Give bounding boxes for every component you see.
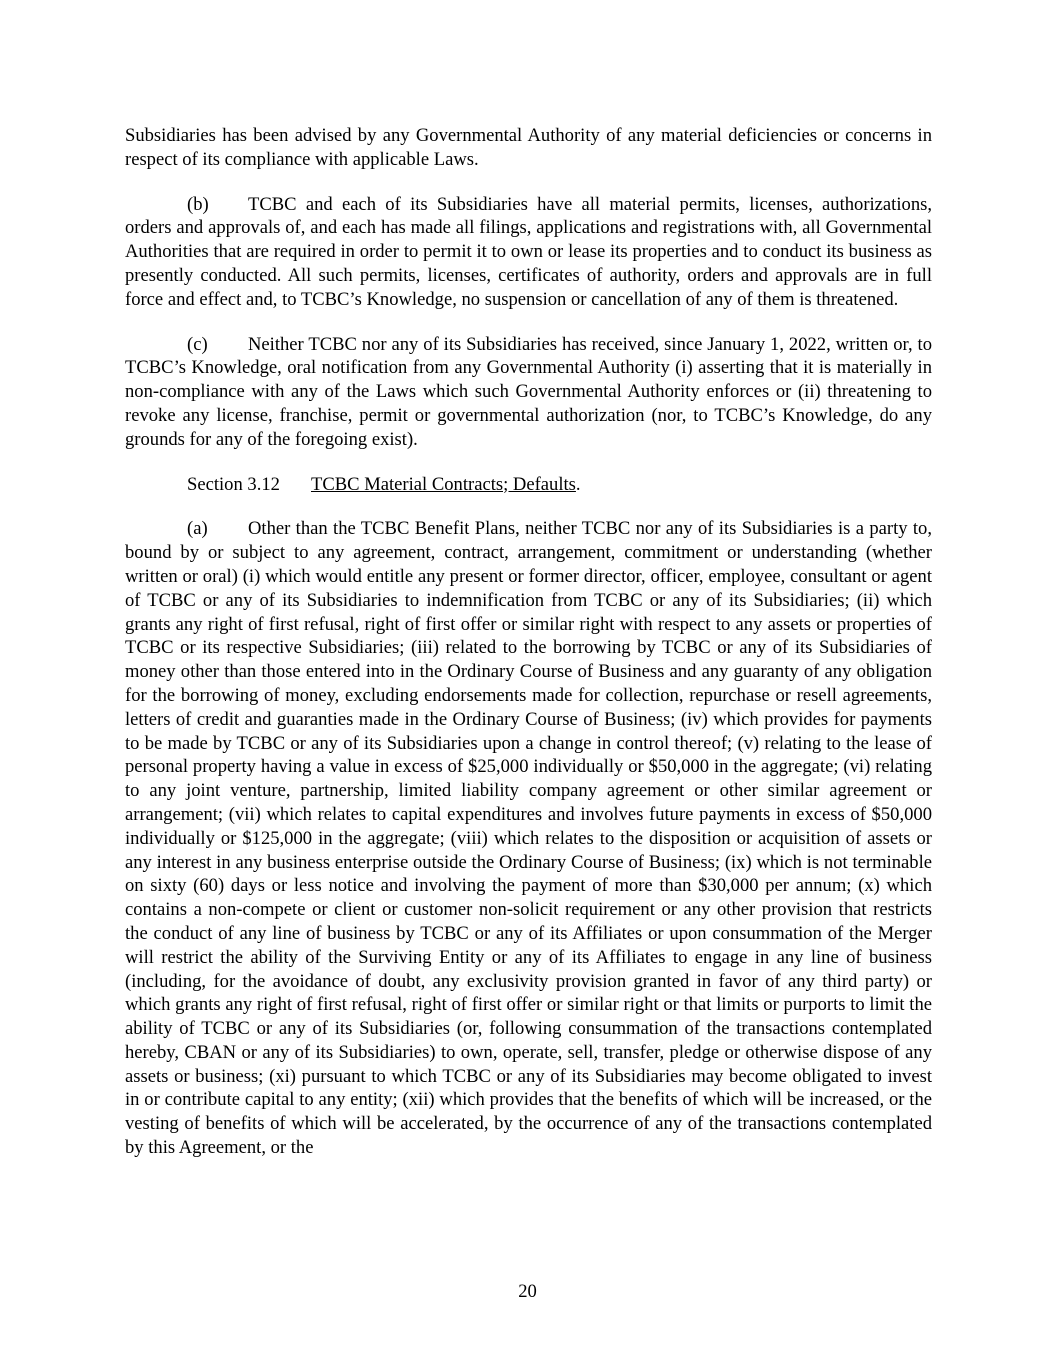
- page-number: 20: [518, 1281, 537, 1302]
- section-heading: [125, 473, 932, 497]
- section-title-suffix: .: [575, 473, 581, 495]
- paragraph-c-text: Neither TCBC nor any of its Subsidiaries has received, since January 1, 2022, written or, to TCBC’s Knowledge, oral notification from any Governmental Authority (i) asserting that it is materially in non-compliance with any of the Laws which such Governmental Authority enforces or (ii) threatening to revoke any license, franchise, permit or governmental authorization (nor, to TCBC’s Knowledge, do any grounds for any of the foregoing exist).: [125, 333, 932, 450]
- document-page: [125, 124, 932, 1181]
- paragraph-a-text: Other than the TCBC Benefit Plans, neither TCBC nor any of its Subsidiaries is a party to, bound by or subject to any agreement, contract, arrangement, commitment or understanding (whether written or oral) (i) which would entitle any present or former director, officer, employee, consultant or agent of TCBC or any of its Subsidiaries to indemnification from TCBC or any of its Subsidiaries; (ii) which grants any right of first refusal, right of first offer or similar right with respect to any assets or properties of TCBC or its respective Subsidiaries; (iii) related to the borrowing by TCBC or any of its Subsidiaries of money other than those entered into in the Ordinary Course of Business and any guaranty of any obligation for the borrowing of money, excluding endorsements made for collection, repurchase or resell agreements, letters of credit and guaranties made in the Ordinary Course of Business; (iv) which provides for payments to be made by TCBC or any of its Subsidiaries upon a change in control thereof; (v) relating to the lease of personal property having a value in excess of $25,000 individually or $50,000 in the aggregate; (vi) relating to any joint venture, partnership, limited liability company agreement or other similar agreement or arrangement; (vii) which relates to capital expenditures and involves future payments in excess of $50,000 individually or $125,000 in the aggregate; (viii) which relates to the disposition or acquisition of assets or any interest in any business enterprise outside the Ordinary Course of Business; (ix) which is not terminable on sixty (60) days or less notice and involving the payment of more than $30,000 per annum; (x) which contains a non-compete or client or customer non-solicit requirement or any other provision that restricts the conduct of any line of business by TCBC or any of its Affiliates or upon consummation of the Merger will restrict the ability of the Surviving Entity or any of its Affiliates to engage in any line of business (including, for the avoidance of doubt, any exclusivity provision granted in favor of any third party) or which grants any right of first refusal, right of first offer or similar right or that limits or purports to limit the ability of TCBC or any of its Subsidiaries (or, following consummation of the transactions contemplated hereby, CBAN or any of its Subsidiaries) to own, operate, sell, transfer, pledge or otherwise dispose of any assets or business; (xi) pursuant to which TCBC or any of its Subsidiaries may become obligated to invest in or contribute capital to any entity; (xii) which provides that the benefits of which will be increased, or the vesting of benefits of which will be accelerated, by the occurrence of any of the transactions contemplated by this Agreement, or the: [125, 518, 932, 1159]
- paragraph-a-marker: (a): [187, 518, 208, 540]
- continued-paragraph: [125, 124, 932, 172]
- paragraph-c-marker: (c): [187, 333, 208, 355]
- paragraph-b-marker: (b): [187, 193, 209, 215]
- paragraph-a: [125, 517, 932, 1160]
- section-number: Section 3.12: [187, 473, 280, 495]
- paragraph-b-text: TCBC and each of its Subsidiaries have all material permits, licenses, authorizations, orders and approvals of, and each has made all filings, applications and registrations with, all Governmental Authorities that are required in order to permit it to own or lease its properties and to conduct its business as presently conducted. All such permits, licenses, certificates of authority, orders and approvals are in full force and effect and, to TCBC’s Knowledge, no suspension or cancellation of any of them is threatened.: [125, 193, 932, 310]
- paragraph-c: [125, 333, 932, 452]
- paragraph-b: [125, 193, 932, 312]
- continued-paragraph-text: Subsidiaries has been advised by any Governmental Authority of any material deficiencies or concerns in respect of its compliance with applicable Laws.: [125, 125, 932, 170]
- section-title: TCBC Material Contracts; Defaults: [311, 473, 576, 495]
